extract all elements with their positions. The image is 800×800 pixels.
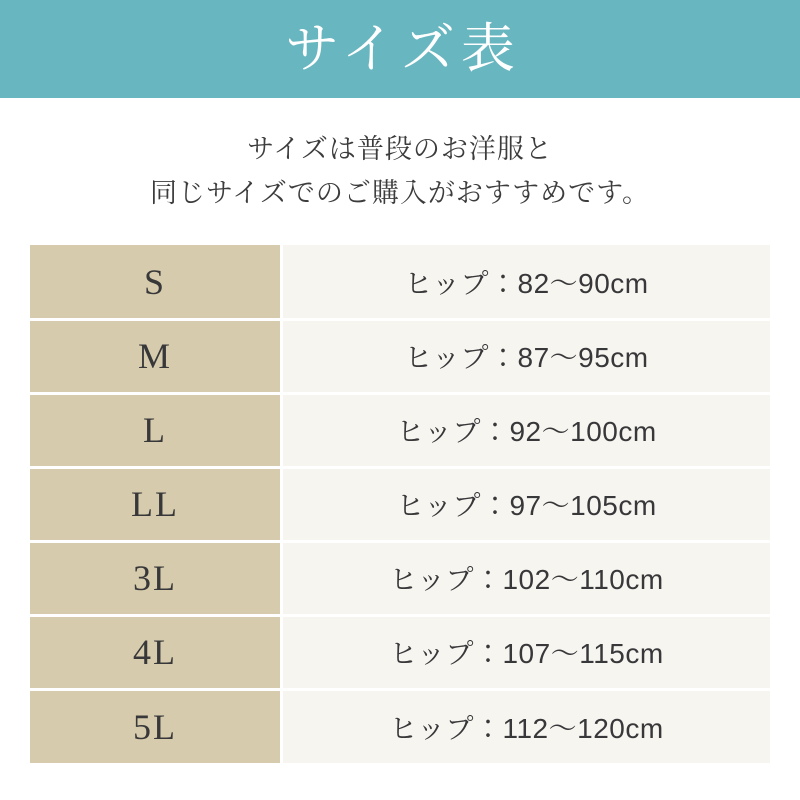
size-measurement: ヒップ：107〜115cm: [282, 615, 771, 689]
size-table: [30, 245, 770, 763]
table-row: [30, 689, 770, 763]
size-label: 5L: [30, 689, 282, 763]
header-banner: [0, 0, 800, 98]
table-row: [30, 541, 770, 615]
table-row: [30, 245, 770, 319]
lead-text: [0, 128, 800, 215]
size-label: LL: [30, 467, 282, 541]
size-label: 4L: [30, 615, 282, 689]
size-label: M: [30, 319, 282, 393]
bottom-spacer: [0, 763, 800, 791]
size-measurement: ヒップ：92〜100cm: [282, 393, 771, 467]
size-measurement: ヒップ：82〜90cm: [282, 245, 771, 319]
size-label: 3L: [30, 541, 282, 615]
lead-text-line-1: サイズは普段のお洋服と: [247, 134, 553, 164]
table-row: [30, 319, 770, 393]
size-label: S: [30, 245, 282, 319]
table-row: [30, 393, 770, 467]
size-measurement: ヒップ：102〜110cm: [282, 541, 771, 615]
table-row: [30, 467, 770, 541]
table-row: [30, 615, 770, 689]
lead-text-line-2: 同じサイズでのご購入がおすすめです。: [150, 177, 650, 208]
size-measurement: ヒップ：97〜105cm: [282, 467, 771, 541]
size-label: L: [30, 393, 282, 467]
page-title: サイズ表: [285, 19, 521, 79]
size-measurement: ヒップ：87〜95cm: [282, 319, 771, 393]
size-measurement: ヒップ：112〜120cm: [282, 689, 771, 763]
